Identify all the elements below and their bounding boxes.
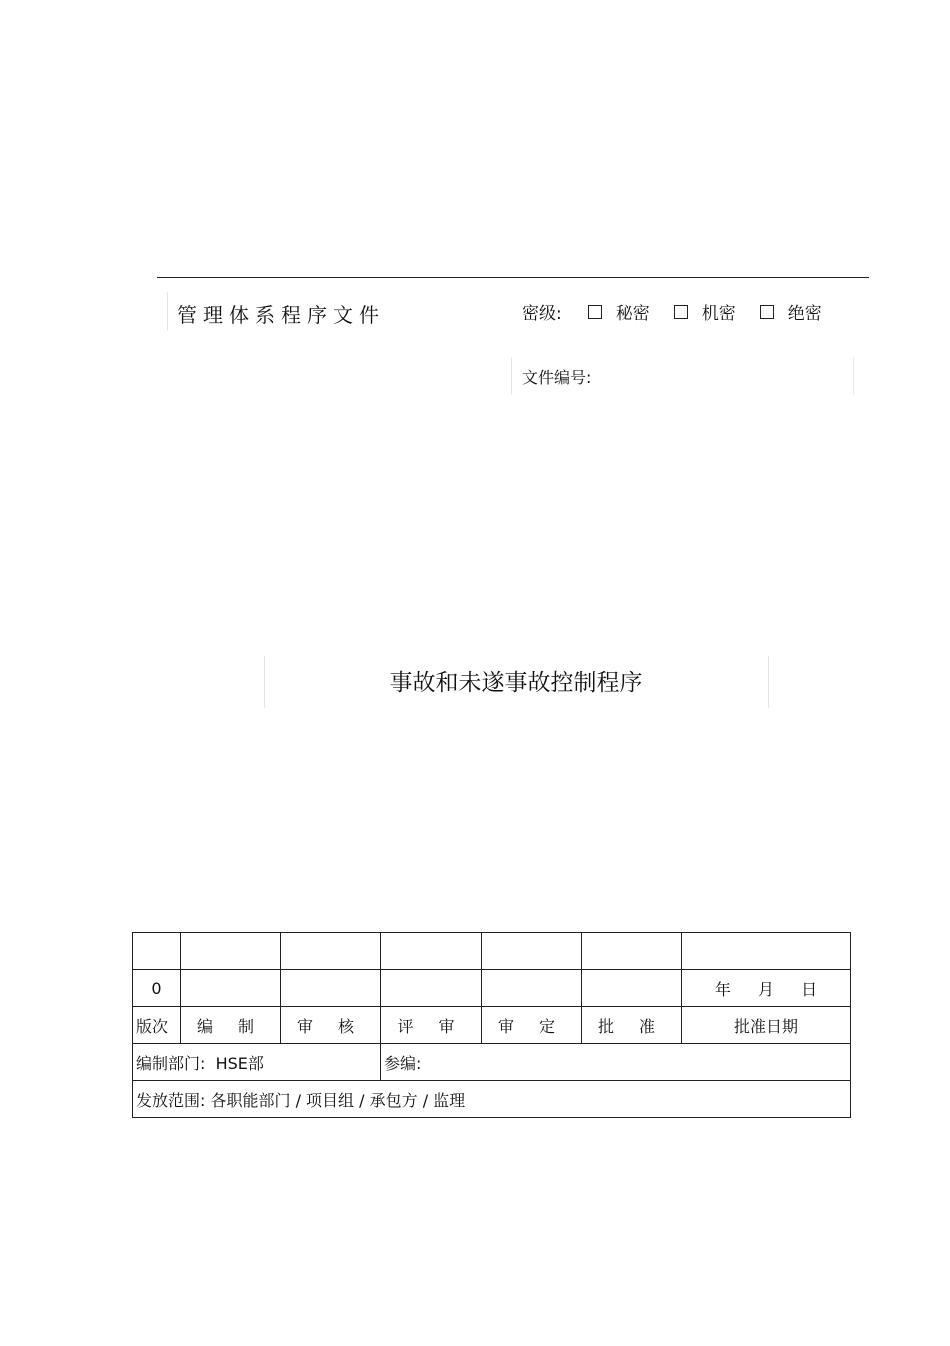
table-cell	[582, 933, 682, 970]
co-editor-cell	[381, 1044, 851, 1081]
secrecy-option-label: 绝密	[787, 304, 822, 324]
table-cell	[281, 933, 381, 970]
version-value: 0	[133, 970, 181, 1007]
department-value: HSE部	[215, 1053, 264, 1073]
header-approval-date: 批准日期	[682, 1007, 851, 1044]
secrecy-option-top-secret[interactable]	[760, 299, 822, 324]
table-header-row	[133, 1007, 851, 1044]
approval-date-value: 年 月 日	[682, 970, 851, 1007]
header-reviewed: 审 核	[281, 1007, 381, 1044]
header-left-divider	[167, 292, 168, 330]
table-row	[133, 1044, 851, 1081]
table-row	[133, 970, 851, 1007]
secrecy-option-label: 机密	[701, 304, 736, 324]
secrecy-option-label: 秘密	[615, 304, 650, 324]
doc-number-divider	[511, 357, 512, 395]
secrecy-label: 密级:	[522, 304, 562, 324]
title-divider	[768, 656, 769, 708]
header-rule	[157, 277, 869, 278]
table-cell	[133, 933, 181, 970]
doc-number-divider	[853, 357, 854, 395]
checkbox-icon[interactable]	[674, 305, 688, 319]
table-row	[133, 1081, 851, 1118]
table-cell	[381, 933, 482, 970]
checkbox-icon[interactable]	[588, 305, 602, 319]
header-compiled: 编 制	[181, 1007, 281, 1044]
table-cell	[582, 970, 682, 1007]
secrecy-option-secret[interactable]	[588, 299, 650, 324]
table-row	[133, 933, 851, 970]
secrecy-option-confidential[interactable]	[674, 299, 736, 324]
table-cell	[181, 970, 281, 1007]
table-cell	[482, 933, 582, 970]
table-cell	[181, 933, 281, 970]
table-cell	[281, 970, 381, 1007]
checkbox-icon[interactable]	[760, 305, 774, 319]
secrecy-level	[522, 299, 822, 324]
department-cell	[133, 1044, 381, 1081]
document-title: 事故和未遂事故控制程序	[389, 670, 643, 696]
header-verified: 审 定	[482, 1007, 582, 1044]
department-label: 编制部门:	[136, 1053, 206, 1073]
header-approved: 批 准	[582, 1007, 682, 1044]
document-type: 管理体系程序文件	[177, 303, 385, 327]
distribution-scope: 发放范围: 各职能部门 / 项目组 / 承包方 / 监理	[133, 1081, 851, 1118]
doc-number-label: 文件编号:	[522, 368, 592, 387]
header-version: 版次	[133, 1007, 181, 1044]
header-evaluated: 评 审	[381, 1007, 482, 1044]
co-editor-label: 参编:	[384, 1053, 422, 1073]
table-cell	[381, 970, 482, 1007]
approval-table	[132, 932, 851, 1118]
table-cell	[682, 933, 851, 970]
table-cell	[482, 970, 582, 1007]
